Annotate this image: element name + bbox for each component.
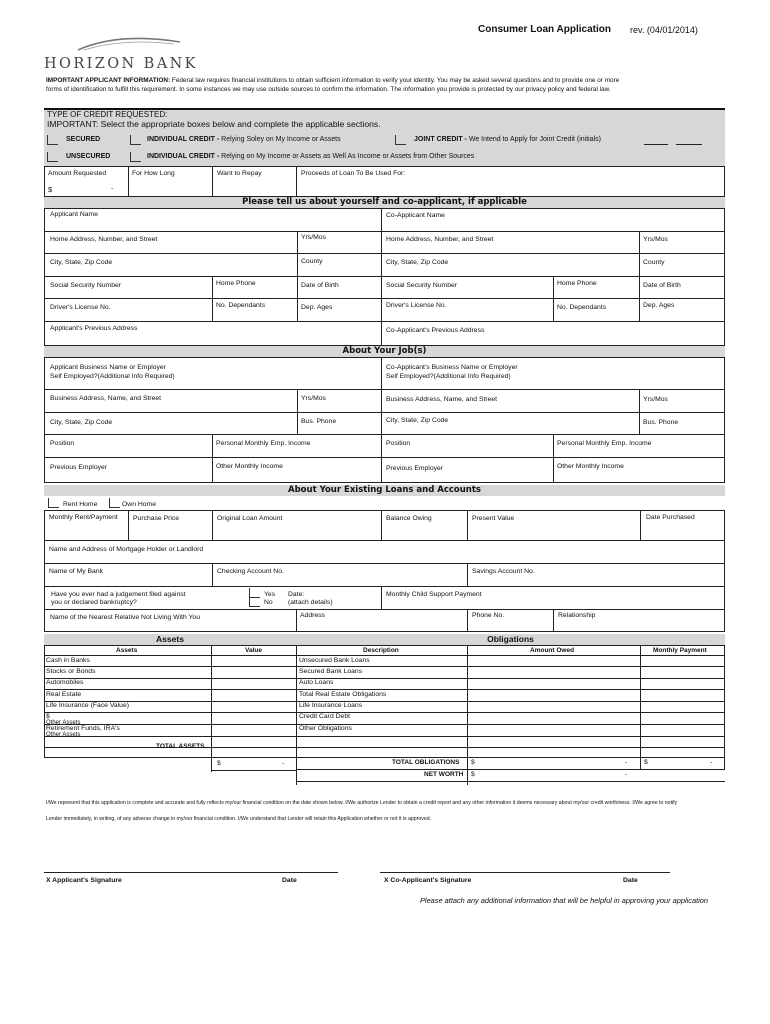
total-obligations-label: TOTAL OBLIGATIONS: [392, 759, 460, 766]
city-state-zip-label: City, State, Zip Code: [50, 259, 113, 266]
obligation-row-label: Credit Card Debt: [299, 713, 350, 720]
certification-line1: I/We represent that this application is complete and accurate and fully reflects my/our financial condition on the date shown below. I/We authorize Lender to obtain a credit report and any other information it deems necessary about my/our credit worthiness. I/We agree to notify: [46, 800, 678, 806]
date-purchased-label: Date Purchased: [646, 514, 695, 521]
home-phone-label: Home Phone: [216, 280, 256, 287]
bus-phone-label: Bus. Phone: [301, 418, 337, 425]
form-title: Consumer Loan Application: [478, 24, 611, 35]
self-employed-text: Self Employed?(Additional Info Required): [50, 373, 175, 380]
applicant-signature-line[interactable]: [44, 872, 338, 873]
asset-row-label: Life Insurance (Face Value): [46, 702, 129, 709]
rent-home-label: Rent Home: [63, 501, 98, 508]
important-notice: [46, 76, 736, 94]
attach-details-label: (attach details): [288, 599, 333, 606]
joint-credit-text: We Intend to Apply for Joint Credit (initials): [468, 136, 601, 143]
co-city-state-zip-label: City, State, Zip Code: [386, 259, 449, 266]
certification-line2: Lender immediately, in writing, of any adverse change in my/our financial condition. I/We understand that Lender will retain this Application whether or not it is approved.: [46, 816, 432, 822]
proceeds-label: Proceeds of Loan To Be Used For:: [301, 170, 406, 177]
co-yrs-mos-label: Yrs/Mos: [643, 236, 668, 243]
individual-credit-other-label: [147, 153, 474, 160]
co-applicant-signature-label: X Co-Applicant's Signature: [384, 877, 472, 884]
savings-label: Savings Account No.: [472, 568, 535, 575]
co-applicant-signature-line[interactable]: [380, 872, 670, 873]
notice-line2: forms of identification to fulfill this requirement. In some instances we may use outside sources to confirm the information. The information you provide is protected by our privacy policy and federal law.: [46, 86, 611, 93]
individual-credit-other-text: Relying on My Income or Assets as Well As Income or Assets from Other Sources: [221, 153, 475, 160]
proceeds-field[interactable]: [299, 181, 721, 194]
obligation-row-label: Secured Bank Loans: [299, 668, 363, 675]
co-monthly-income-label: Personal Monthly Emp. Income: [557, 440, 652, 447]
co-dep-ages-label: Dep. Ages: [643, 302, 675, 309]
amount-owed-col-header: Amount Owed: [530, 647, 575, 654]
amount-dash: -: [111, 185, 114, 192]
revision-date: rev. (04/01/2014): [630, 25, 698, 35]
co-drivers-license-label: Driver's License No.: [386, 302, 447, 309]
for-how-long-field[interactable]: [131, 181, 209, 194]
loans-section-title: About Your Existing Loans and Accounts: [44, 485, 725, 496]
net-worth-dash: -: [625, 771, 628, 778]
applicant-signature-label: X Applicant's Signature: [46, 877, 122, 884]
attach-note: Please attach any additional information that will be helpful in approving your application: [420, 896, 709, 905]
assets-col-header: Assets: [116, 647, 138, 654]
notice-line1: Federal law requires financial institutions to obtain sufficient information to verify your identity. You may be asked several questions and to provide one or more: [171, 77, 620, 84]
nearest-relative-label: Name of the Nearest Relative Not Living With You: [50, 614, 200, 621]
co-self-employed-text: Self Employed?(Additional Info Required): [386, 373, 511, 380]
joint-credit-bold: JOINT CREDIT -: [414, 136, 467, 143]
notice-title: IMPORTANT APPLICANT INFORMATION:: [46, 77, 171, 84]
dob-label: Date of Birth: [301, 282, 339, 289]
total-obligations-dollar: $: [471, 759, 475, 766]
net-worth-dollar: $: [471, 771, 475, 778]
want-to-repay-field[interactable]: [215, 181, 293, 194]
applicant-name-label: Applicant Name: [50, 211, 98, 218]
applicant-date-label: Date: [282, 877, 297, 884]
co-no-dependants-label: No. Dependants: [557, 304, 607, 311]
co-job-yrs-mos-label: Yrs/Mos: [643, 396, 668, 403]
joint-initial-line-2[interactable]: [676, 144, 702, 145]
amount-dollar: $: [48, 185, 53, 194]
purchase-price-label: Purchase Price: [133, 515, 180, 522]
co-position-label: Position: [386, 440, 411, 447]
co-other-income-label: Other Monthly Income: [557, 463, 624, 470]
joint-initial-line-1[interactable]: [644, 144, 668, 145]
total-assets-label: TOTAL ASSETS: [156, 743, 205, 750]
individual-credit-label: [147, 136, 341, 143]
other-assets-label: Other Assets: [46, 732, 81, 738]
secured-checkbox[interactable]: [47, 135, 58, 145]
unsecured-label: UNSECURED: [66, 153, 111, 160]
co-prev-address-label: Co-Applicant's Previous Address: [386, 327, 485, 334]
co-county-label: County: [643, 259, 665, 266]
asset-row-label: $: [46, 713, 50, 720]
individual-credit-checkbox[interactable]: [130, 135, 141, 145]
yes-label: Yes: [264, 591, 276, 598]
judgement-line1: Have you ever had a judgement filed against: [51, 591, 186, 598]
county-label: County: [301, 258, 323, 265]
secured-label: SECURED: [66, 136, 101, 143]
other-income-label: Other Monthly Income: [216, 463, 283, 470]
applicant-section-title: Please tell us about yourself and co-applicant, if applicable: [44, 197, 725, 208]
total-obligations-dash: -: [625, 759, 628, 766]
relative-phone-label: Phone No.: [472, 612, 505, 619]
value-col-header: Value: [245, 647, 262, 654]
yrs-mos-label: Yrs/Mos: [301, 234, 326, 241]
no-dependants-label: No. Dependants: [216, 302, 266, 309]
co-ssn-label: Social Security Number: [386, 282, 458, 289]
asset-row-label: Real Estate: [46, 691, 82, 698]
individual-credit-other-checkbox[interactable]: [130, 152, 141, 162]
original-loan-label: Original Loan Amount: [217, 515, 283, 522]
co-applicant-date-label: Date: [623, 877, 638, 884]
bank-name: HORIZON BANK: [44, 56, 198, 72]
credit-instruction: IMPORTANT: Select the appropriate boxes below and complete the applicable sections.: [47, 119, 381, 129]
co-prev-employer-label: Previous Employer: [386, 465, 444, 472]
checking-label: Checking Account No.: [217, 568, 284, 575]
amount-requested-label: Amount Requested: [48, 170, 107, 177]
business-name-text: Applicant Business Name or Employer: [50, 364, 166, 371]
total-assets-dash: -: [282, 760, 285, 767]
obligation-row-label: Other Obligations: [299, 725, 352, 732]
other-assets-overlap-label: Other Assets: [46, 720, 81, 726]
co-home-phone-label: Home Phone: [557, 280, 597, 287]
net-worth-label: NET WORTH: [424, 771, 464, 778]
business-name-label: [50, 363, 175, 381]
date-label: Date:: [288, 591, 305, 598]
co-business-address-label: Business Address, Name, and Street: [386, 396, 498, 403]
home-address-label: Home Address, Number, and Street: [50, 236, 158, 243]
joint-credit-checkbox[interactable]: [395, 135, 406, 145]
prev-address-label: Applicant's Previous Address: [50, 325, 138, 332]
obligation-row-label: Total Real Estate Obligations: [299, 691, 387, 698]
monthly-total-dollar: $: [644, 759, 648, 766]
monthly-income-label: Personal Monthly Emp. Income: [216, 440, 311, 447]
co-applicant-name-label: Co-Applicant Name: [386, 212, 445, 219]
monthly-rent-label: Monthly Rent/Payment: [49, 514, 118, 521]
job-city-state-zip-label: City, State, Zip Code: [50, 419, 113, 426]
position-label: Position: [50, 440, 75, 447]
co-business-name-text: Co-Applicant's Business Name or Employer: [386, 364, 518, 371]
asset-row-label: Automobiles: [46, 679, 84, 686]
relative-address-label: Address: [300, 612, 325, 619]
asset-row-label: Stocks or Bonds: [46, 668, 96, 675]
individual-credit-text: Relying Soley on My Income or Assets: [221, 136, 341, 143]
asset-row-label: Retirement Funds, IRA's: [46, 725, 120, 732]
assets-table: [44, 645, 297, 785]
present-value-label: Present Value: [472, 515, 515, 522]
ssn-label: Social Security Number: [50, 282, 122, 289]
business-address-label: Business Address, Name, and Street: [50, 395, 162, 402]
monthly-payment-col-header: Monthly Payment: [653, 647, 707, 654]
own-home-checkbox[interactable]: [109, 498, 120, 508]
assets-title: Assets: [44, 634, 296, 645]
co-job-city-state-zip-label: City, State, Zip Code: [386, 417, 449, 424]
judgement-question: [51, 591, 186, 607]
my-bank-label: Name of My Bank: [49, 568, 104, 575]
jobs-section-title: About Your Job(s): [44, 346, 725, 357]
judgement-no-checkbox[interactable]: [249, 597, 260, 607]
obligation-row-label: Unsecured Bank Loans: [299, 657, 370, 664]
rent-home-checkbox[interactable]: [48, 498, 59, 508]
want-to-repay-label: Want to Repay: [217, 170, 262, 177]
joint-credit-label: [414, 136, 601, 143]
amount-requested-field[interactable]: [49, 181, 125, 194]
dep-ages-label: Dep. Ages: [301, 304, 333, 311]
no-label: No: [264, 599, 273, 606]
mortgage-holder-label: Name and Address of Mortgage Holder or Landlord: [49, 546, 204, 553]
unsecured-checkbox[interactable]: [47, 152, 58, 162]
obligations-table: [296, 645, 725, 785]
individual-credit-other-bold: INDIVIDUAL CREDIT -: [147, 153, 220, 160]
co-business-name-label: [386, 363, 518, 381]
balance-owing-label: Balance Owing: [386, 515, 432, 522]
for-how-long-label: For How Long: [132, 170, 175, 177]
prev-employer-label: Previous Employer: [50, 464, 108, 471]
own-home-label: Own Home: [122, 501, 156, 508]
co-dob-label: Date of Birth: [643, 282, 681, 289]
individual-credit-bold: INDIVIDUAL CREDIT -: [147, 136, 220, 143]
drivers-license-label: Driver's License No.: [50, 304, 111, 311]
obligation-row-label: Auto Loans: [299, 679, 334, 686]
obligation-row-label: Life Insurance Loans: [299, 702, 363, 709]
asset-row-label: Cash in Banks: [46, 657, 90, 664]
credit-heading: TYPE OF CREDIT REQUESTED:: [47, 110, 168, 119]
total-assets-dollar: $: [217, 760, 221, 767]
relationship-label: Relationship: [558, 612, 596, 619]
obligations-title: Obligations: [296, 634, 725, 645]
job-yrs-mos-label: Yrs/Mos: [301, 395, 326, 402]
co-bus-phone-label: Bus. Phone: [643, 419, 679, 426]
description-col-header: Description: [363, 647, 399, 654]
monthly-total-dash: -: [710, 759, 713, 766]
co-home-address-label: Home Address, Number, and Street: [386, 236, 494, 243]
child-support-label: Monthly Child Support Payment: [386, 591, 482, 598]
judgement-line2: you or declared bankruptcy?: [51, 599, 137, 606]
